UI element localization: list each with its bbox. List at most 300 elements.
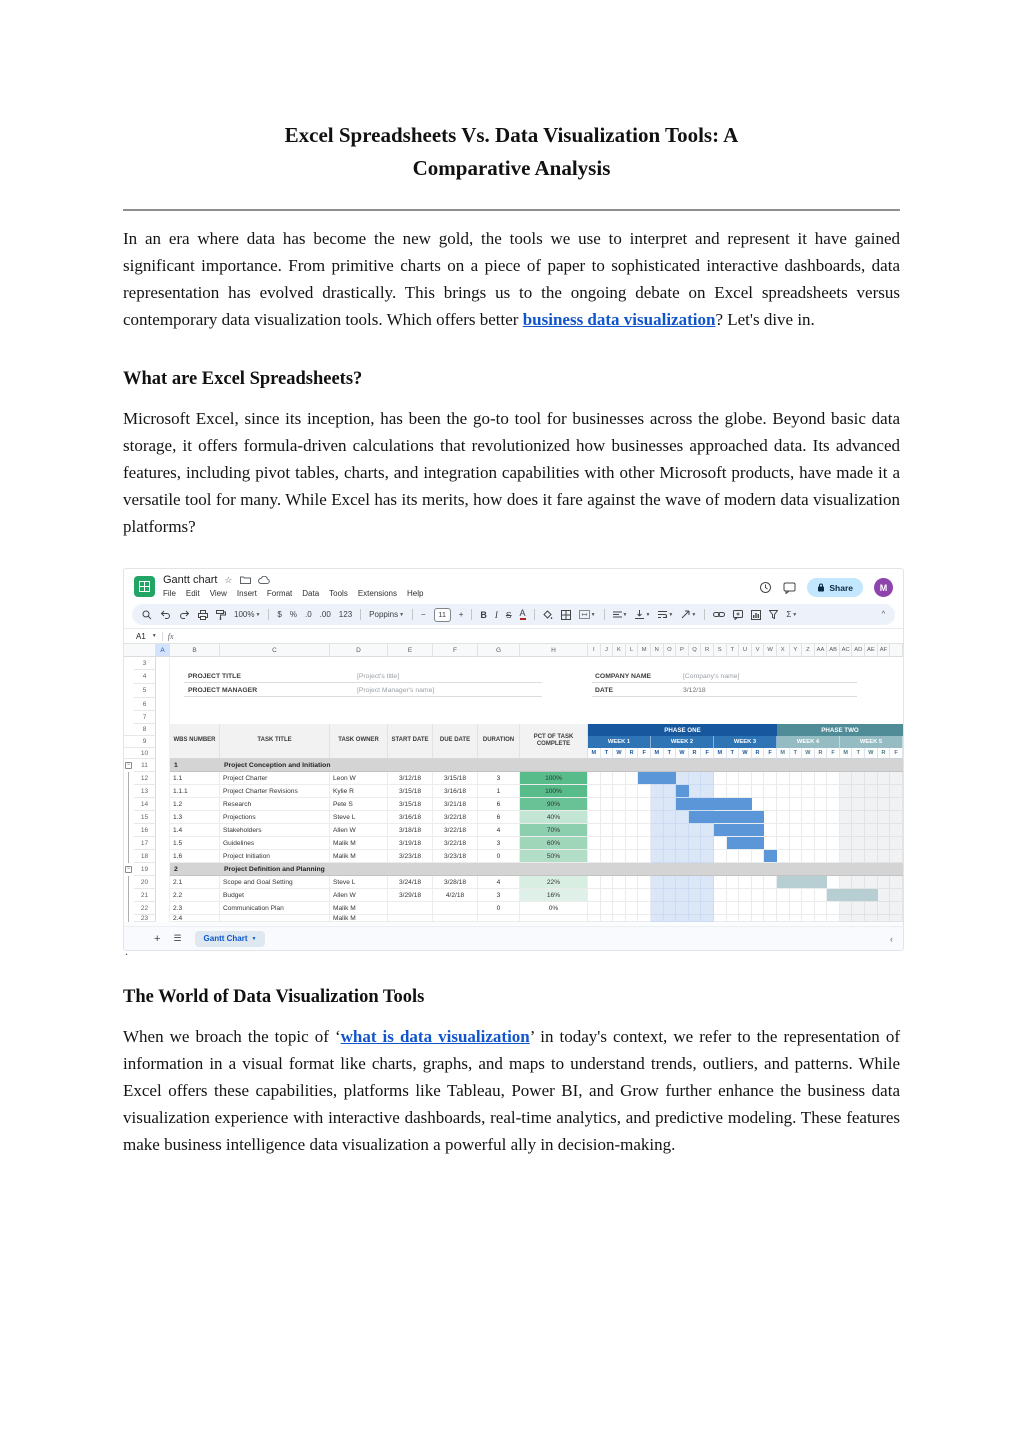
cell-title[interactable]: Project Initiation bbox=[220, 850, 330, 863]
gantt-cell[interactable] bbox=[777, 889, 790, 902]
menu-item-data[interactable]: Data bbox=[302, 589, 320, 598]
gantt-cell[interactable] bbox=[890, 915, 903, 922]
row-number[interactable]: 8 bbox=[124, 724, 156, 736]
sheet-tab-gantt-chart[interactable] bbox=[195, 931, 266, 947]
gantt-cell[interactable] bbox=[777, 785, 790, 798]
column-header-l[interactable]: L bbox=[626, 644, 639, 657]
column-header-s[interactable]: S bbox=[714, 644, 727, 657]
cell-wbs[interactable]: 1.2 bbox=[170, 798, 220, 811]
row-number[interactable]: 18 bbox=[134, 850, 156, 863]
gantt-cell[interactable] bbox=[588, 889, 601, 902]
gantt-cell[interactable] bbox=[664, 798, 677, 811]
gantt-cell[interactable] bbox=[701, 850, 714, 863]
gantt-cell[interactable] bbox=[613, 811, 626, 824]
more-formats-button[interactable]: 123 bbox=[338, 610, 353, 619]
cell-title[interactable] bbox=[220, 915, 330, 922]
gantt-cell[interactable] bbox=[764, 876, 777, 889]
gantt-cell[interactable] bbox=[840, 850, 853, 863]
business-data-visualization-link[interactable]: business data visualization bbox=[522, 310, 716, 329]
strikethrough-button[interactable]: S bbox=[505, 609, 512, 620]
gantt-cell[interactable] bbox=[852, 824, 865, 837]
gantt-cell[interactable] bbox=[689, 824, 702, 837]
column-header-r[interactable]: R bbox=[701, 644, 714, 657]
cell-pct[interactable]: 22% bbox=[520, 876, 588, 889]
cell-title[interactable]: Project Charter Revisions bbox=[220, 785, 330, 798]
move-folder-icon[interactable] bbox=[240, 576, 251, 584]
gantt-cell[interactable] bbox=[790, 889, 803, 902]
cell-dur[interactable] bbox=[478, 915, 520, 922]
gantt-cell[interactable] bbox=[651, 837, 664, 850]
undo-icon[interactable] bbox=[160, 610, 171, 619]
cell[interactable] bbox=[156, 711, 170, 724]
gantt-cell[interactable] bbox=[714, 902, 727, 915]
gantt-cell[interactable] bbox=[790, 902, 803, 915]
text-wrap-icon[interactable]: ▼ bbox=[658, 610, 673, 619]
gantt-cell[interactable] bbox=[878, 850, 891, 863]
gantt-cell[interactable] bbox=[626, 837, 639, 850]
gantt-cell[interactable] bbox=[601, 876, 614, 889]
gantt-cell[interactable] bbox=[878, 798, 891, 811]
all-sheets-icon[interactable]: ☰ bbox=[173, 933, 182, 943]
cell-due[interactable]: 3/21/18 bbox=[433, 798, 478, 811]
menu-item-tools[interactable]: Tools bbox=[329, 589, 348, 598]
cell-owner[interactable]: Malik M bbox=[330, 837, 388, 850]
print-icon[interactable] bbox=[198, 610, 208, 620]
gantt-cell[interactable] bbox=[852, 876, 865, 889]
gantt-cell[interactable] bbox=[878, 785, 891, 798]
cell-start[interactable]: 3/19/18 bbox=[388, 837, 433, 850]
gantt-cell[interactable] bbox=[651, 876, 664, 889]
decrease-decimal-button[interactable]: .0 bbox=[305, 610, 312, 619]
gantt-cell[interactable] bbox=[701, 902, 714, 915]
gantt-cell[interactable] bbox=[651, 902, 664, 915]
column-header-cut[interactable] bbox=[890, 644, 903, 657]
cell-start[interactable]: 3/18/18 bbox=[388, 824, 433, 837]
gantt-cell[interactable] bbox=[878, 811, 891, 824]
cell-wbs[interactable]: 2.2 bbox=[170, 889, 220, 902]
cell-start[interactable]: 3/15/18 bbox=[388, 785, 433, 798]
font-size-input[interactable]: 11 bbox=[434, 608, 451, 622]
row-number[interactable]: 7 bbox=[134, 711, 156, 724]
gantt-cell[interactable] bbox=[815, 798, 828, 811]
gantt-cell[interactable] bbox=[676, 837, 689, 850]
gantt-cell[interactable] bbox=[638, 837, 651, 850]
cell-start[interactable]: 3/15/18 bbox=[388, 798, 433, 811]
gantt-cell[interactable] bbox=[777, 850, 790, 863]
column-header-i[interactable]: I bbox=[588, 644, 601, 657]
cell-pct[interactable]: 60% bbox=[520, 837, 588, 850]
cell-owner[interactable]: Kylie R bbox=[330, 785, 388, 798]
gantt-cell[interactable] bbox=[840, 811, 853, 824]
gantt-cell[interactable] bbox=[676, 889, 689, 902]
paint-format-icon[interactable] bbox=[216, 610, 226, 620]
gantt-cell[interactable] bbox=[664, 902, 677, 915]
cell-pct[interactable]: 16% bbox=[520, 889, 588, 902]
gantt-cell[interactable] bbox=[626, 811, 639, 824]
cell-title[interactable]: Stakeholders bbox=[220, 824, 330, 837]
gantt-cell[interactable] bbox=[714, 915, 727, 922]
cell-wbs[interactable]: 2.4 bbox=[170, 915, 220, 922]
gantt-cell[interactable] bbox=[802, 798, 815, 811]
date-value[interactable]: 3/12/18 bbox=[683, 687, 706, 694]
cell-start[interactable]: 3/24/18 bbox=[388, 876, 433, 889]
filter-icon[interactable] bbox=[769, 610, 778, 619]
gantt-cell[interactable] bbox=[651, 798, 664, 811]
gantt-cell[interactable] bbox=[739, 785, 752, 798]
gantt-cell[interactable] bbox=[613, 837, 626, 850]
gantt-cell[interactable] bbox=[626, 785, 639, 798]
gantt-cell[interactable] bbox=[865, 850, 878, 863]
row-number[interactable]: 21 bbox=[134, 889, 156, 902]
cell[interactable] bbox=[156, 811, 170, 824]
share-button[interactable] bbox=[807, 578, 863, 597]
gantt-cell[interactable] bbox=[601, 915, 614, 922]
cell-title[interactable]: Projections bbox=[220, 811, 330, 824]
column-header-z[interactable]: Z bbox=[802, 644, 815, 657]
gantt-cell[interactable] bbox=[588, 824, 601, 837]
row-number[interactable]: 5 bbox=[134, 684, 156, 698]
row-number[interactable]: 19 bbox=[134, 863, 156, 876]
cell[interactable] bbox=[156, 824, 170, 837]
gantt-cell[interactable] bbox=[865, 811, 878, 824]
column-header-af[interactable]: AF bbox=[878, 644, 891, 657]
cell-due[interactable]: 4/2/18 bbox=[433, 889, 478, 902]
gantt-cell[interactable] bbox=[865, 915, 878, 922]
gantt-cell[interactable] bbox=[727, 876, 740, 889]
gantt-cell[interactable] bbox=[701, 824, 714, 837]
cell-dur[interactable]: 4 bbox=[478, 824, 520, 837]
column-header-ad[interactable]: AD bbox=[852, 644, 865, 657]
gantt-cell[interactable] bbox=[890, 824, 903, 837]
gantt-cell[interactable] bbox=[588, 876, 601, 889]
gantt-cell[interactable] bbox=[626, 772, 639, 785]
gantt-cell[interactable] bbox=[613, 902, 626, 915]
row-number[interactable]: 11 bbox=[134, 759, 156, 772]
text-rotation-icon[interactable]: ▼ bbox=[681, 610, 696, 619]
gantt-cell[interactable] bbox=[790, 798, 803, 811]
gantt-cell[interactable] bbox=[790, 915, 803, 922]
increase-decimal-button[interactable]: .00 bbox=[319, 610, 331, 619]
redo-icon[interactable] bbox=[179, 610, 190, 619]
gantt-cell[interactable] bbox=[638, 824, 651, 837]
gantt-cell[interactable] bbox=[852, 772, 865, 785]
gantt-cell[interactable] bbox=[701, 772, 714, 785]
cell-start[interactable] bbox=[388, 915, 433, 922]
row-number[interactable]: 20 bbox=[134, 876, 156, 889]
cell-due[interactable]: 3/22/18 bbox=[433, 837, 478, 850]
gantt-cell[interactable] bbox=[865, 798, 878, 811]
gantt-cell[interactable] bbox=[790, 785, 803, 798]
column-header-g[interactable]: G bbox=[478, 644, 520, 657]
cell-title[interactable]: Budget bbox=[220, 889, 330, 902]
format-currency-button[interactable]: $ bbox=[277, 610, 282, 619]
gantt-cell[interactable] bbox=[878, 837, 891, 850]
cell-due[interactable]: 3/22/18 bbox=[433, 824, 478, 837]
gantt-cell[interactable] bbox=[651, 889, 664, 902]
gantt-cell[interactable] bbox=[588, 902, 601, 915]
gantt-cell[interactable] bbox=[815, 772, 828, 785]
gantt-cell[interactable] bbox=[752, 889, 765, 902]
gantt-cell[interactable] bbox=[777, 798, 790, 811]
gantt-cell[interactable] bbox=[802, 889, 815, 902]
gantt-cell[interactable] bbox=[664, 915, 677, 922]
cell-title[interactable]: Research bbox=[220, 798, 330, 811]
cell-start[interactable]: 3/12/18 bbox=[388, 772, 433, 785]
gantt-cell[interactable] bbox=[689, 837, 702, 850]
cell-pct[interactable]: 100% bbox=[520, 772, 588, 785]
gantt-cell[interactable] bbox=[689, 902, 702, 915]
gantt-cell[interactable] bbox=[827, 915, 840, 922]
gantt-cell[interactable] bbox=[878, 772, 891, 785]
gantt-cell[interactable] bbox=[752, 785, 765, 798]
cell-dur[interactable]: 6 bbox=[478, 798, 520, 811]
cell-wbs[interactable]: 1.1 bbox=[170, 772, 220, 785]
column-header-j[interactable]: J bbox=[601, 644, 614, 657]
gantt-cell[interactable] bbox=[815, 915, 828, 922]
gantt-cell[interactable] bbox=[638, 889, 651, 902]
cell-owner[interactable]: Steve L bbox=[330, 811, 388, 824]
column-header-c[interactable]: C bbox=[220, 644, 330, 657]
gantt-cell[interactable] bbox=[852, 811, 865, 824]
insert-link-icon[interactable] bbox=[713, 611, 725, 618]
select-all-corner[interactable] bbox=[124, 644, 156, 657]
gantt-cell[interactable] bbox=[752, 850, 765, 863]
gantt-cell[interactable] bbox=[865, 902, 878, 915]
gantt-cell[interactable] bbox=[727, 772, 740, 785]
cell-start[interactable]: 3/16/18 bbox=[388, 811, 433, 824]
gantt-cell[interactable] bbox=[739, 876, 752, 889]
cell[interactable] bbox=[156, 698, 170, 711]
gantt-cell[interactable] bbox=[827, 824, 840, 837]
cell[interactable] bbox=[156, 759, 170, 772]
cell-pct[interactable]: 50% bbox=[520, 850, 588, 863]
column-header-aa[interactable]: AA bbox=[815, 644, 828, 657]
insert-comment-icon[interactable] bbox=[733, 610, 743, 620]
text-color-button[interactable]: A bbox=[519, 608, 526, 618]
cell-dur[interactable]: 0 bbox=[478, 902, 520, 915]
row-number[interactable]: 6 bbox=[134, 698, 156, 711]
gantt-cell[interactable] bbox=[601, 889, 614, 902]
gantt-cell[interactable] bbox=[601, 785, 614, 798]
cell-due[interactable]: 3/15/18 bbox=[433, 772, 478, 785]
gantt-cell[interactable] bbox=[852, 785, 865, 798]
section-row[interactable] bbox=[170, 863, 903, 876]
cell-wbs[interactable]: 1.4 bbox=[170, 824, 220, 837]
gantt-cell[interactable] bbox=[727, 902, 740, 915]
cell-dur[interactable]: 3 bbox=[478, 772, 520, 785]
gantt-cell[interactable] bbox=[727, 889, 740, 902]
gantt-cell[interactable] bbox=[638, 798, 651, 811]
gantt-cell[interactable] bbox=[752, 915, 765, 922]
menu-item-help[interactable]: Help bbox=[406, 589, 424, 598]
gantt-cell[interactable] bbox=[739, 915, 752, 922]
cell[interactable] bbox=[156, 837, 170, 850]
gantt-cell[interactable] bbox=[878, 915, 891, 922]
gantt-cell[interactable] bbox=[827, 902, 840, 915]
gantt-cell[interactable] bbox=[840, 902, 853, 915]
cell[interactable] bbox=[156, 657, 170, 670]
gantt-cell[interactable] bbox=[714, 876, 727, 889]
column-header-w[interactable]: W bbox=[764, 644, 777, 657]
gantt-cell[interactable] bbox=[601, 772, 614, 785]
menu-item-file[interactable]: File bbox=[163, 589, 176, 598]
cell-start[interactable]: 3/23/18 bbox=[388, 850, 433, 863]
cell[interactable] bbox=[156, 785, 170, 798]
gantt-cell[interactable] bbox=[601, 837, 614, 850]
row-number[interactable]: 23 bbox=[134, 915, 156, 922]
cell-due[interactable]: 3/16/18 bbox=[433, 785, 478, 798]
cell-pct[interactable]: 100% bbox=[520, 785, 588, 798]
gantt-cell[interactable] bbox=[739, 850, 752, 863]
cell[interactable] bbox=[156, 798, 170, 811]
italic-button[interactable]: I bbox=[494, 609, 498, 620]
gantt-cell[interactable] bbox=[815, 850, 828, 863]
gantt-cell[interactable] bbox=[840, 837, 853, 850]
cell-dur[interactable]: 0 bbox=[478, 850, 520, 863]
horizontal-align-icon[interactable]: ▼ bbox=[613, 611, 628, 619]
column-header-f[interactable]: F bbox=[433, 644, 478, 657]
gantt-cell[interactable] bbox=[613, 876, 626, 889]
cell-wbs[interactable]: 1.3 bbox=[170, 811, 220, 824]
add-sheet-icon[interactable]: + bbox=[154, 932, 161, 945]
gantt-cell[interactable] bbox=[601, 850, 614, 863]
what-is-data-visualization-link[interactable]: what is data visualization bbox=[340, 1027, 530, 1046]
avatar[interactable]: M bbox=[874, 578, 893, 597]
cell-due[interactable]: 3/23/18 bbox=[433, 850, 478, 863]
gantt-cell[interactable] bbox=[714, 837, 727, 850]
gantt-cell[interactable] bbox=[790, 850, 803, 863]
gantt-cell[interactable] bbox=[651, 811, 664, 824]
cell-title[interactable]: Project Charter bbox=[220, 772, 330, 785]
increase-font-size-button[interactable]: + bbox=[458, 610, 464, 619]
version-history-icon[interactable] bbox=[759, 581, 772, 594]
column-header-ac[interactable]: AC bbox=[840, 644, 853, 657]
gantt-cell[interactable] bbox=[664, 837, 677, 850]
column-header-p[interactable]: P bbox=[676, 644, 689, 657]
gantt-cell[interactable] bbox=[613, 772, 626, 785]
cell-wbs[interactable]: 2.1 bbox=[170, 876, 220, 889]
column-header-k[interactable]: K bbox=[613, 644, 626, 657]
gantt-cell[interactable] bbox=[827, 850, 840, 863]
cell-wbs[interactable]: 1.5 bbox=[170, 837, 220, 850]
gantt-cell[interactable] bbox=[727, 850, 740, 863]
gantt-cell[interactable] bbox=[664, 785, 677, 798]
search-icon[interactable] bbox=[142, 610, 152, 620]
collapse-group-icon[interactable]: − bbox=[126, 761, 131, 768]
gantt-cell[interactable] bbox=[613, 889, 626, 902]
column-header-ab[interactable]: AB bbox=[827, 644, 840, 657]
column-header-y[interactable]: Y bbox=[790, 644, 803, 657]
gantt-cell[interactable] bbox=[752, 902, 765, 915]
cell-due[interactable] bbox=[433, 902, 478, 915]
section-row[interactable] bbox=[170, 759, 903, 772]
gantt-cell[interactable] bbox=[764, 772, 777, 785]
collapse-group-icon[interactable]: − bbox=[126, 865, 131, 872]
gantt-cell[interactable] bbox=[638, 876, 651, 889]
gantt-cell[interactable] bbox=[865, 824, 878, 837]
cell-wbs[interactable]: 1.6 bbox=[170, 850, 220, 863]
cell-owner[interactable]: Allen W bbox=[330, 889, 388, 902]
gantt-cell[interactable] bbox=[626, 850, 639, 863]
gantt-cell[interactable] bbox=[840, 772, 853, 785]
collapse-toolbar-icon[interactable]: ^ bbox=[881, 611, 885, 618]
bold-button[interactable]: B bbox=[480, 609, 487, 620]
gantt-cell[interactable] bbox=[601, 824, 614, 837]
cell-title[interactable]: Scope and Goal Setting bbox=[220, 876, 330, 889]
gantt-cell[interactable] bbox=[890, 837, 903, 850]
cell-owner[interactable]: Malik M bbox=[330, 915, 388, 922]
row-number[interactable]: 16 bbox=[134, 824, 156, 837]
gantt-cell[interactable] bbox=[802, 785, 815, 798]
cell-dur[interactable]: 1 bbox=[478, 785, 520, 798]
decrease-font-size-button[interactable]: − bbox=[421, 610, 426, 619]
row-number[interactable]: 3 bbox=[134, 657, 156, 670]
gantt-cell[interactable] bbox=[815, 889, 828, 902]
gantt-cell[interactable] bbox=[739, 772, 752, 785]
cell-title[interactable]: Communication Plan bbox=[220, 902, 330, 915]
name-box-caret-icon[interactable]: ▼ bbox=[151, 633, 157, 639]
row-number[interactable]: 14 bbox=[134, 798, 156, 811]
gantt-cell[interactable] bbox=[865, 772, 878, 785]
insert-chart-icon[interactable] bbox=[751, 610, 761, 620]
gantt-cell[interactable] bbox=[777, 902, 790, 915]
company-name-value[interactable]: [Company's name] bbox=[683, 673, 740, 680]
row-number[interactable]: 9 bbox=[124, 736, 156, 748]
cell-pct[interactable]: 40% bbox=[520, 811, 588, 824]
gantt-cell[interactable] bbox=[890, 811, 903, 824]
font-select[interactable]: Poppins ▼ bbox=[369, 610, 405, 619]
column-header-x[interactable]: X bbox=[777, 644, 790, 657]
gantt-cell[interactable] bbox=[840, 785, 853, 798]
column-header-o[interactable]: O bbox=[664, 644, 677, 657]
gantt-cell[interactable] bbox=[638, 915, 651, 922]
gantt-cell[interactable] bbox=[764, 902, 777, 915]
menu-item-view[interactable]: View bbox=[209, 589, 227, 598]
gantt-cell[interactable] bbox=[777, 772, 790, 785]
gantt-cell[interactable] bbox=[676, 811, 689, 824]
gantt-cell[interactable] bbox=[626, 915, 639, 922]
cell-dur[interactable]: 3 bbox=[478, 837, 520, 850]
column-header-q[interactable]: Q bbox=[689, 644, 702, 657]
gantt-cell[interactable] bbox=[890, 798, 903, 811]
column-header-h[interactable]: H bbox=[520, 644, 588, 657]
gantt-cell[interactable] bbox=[852, 798, 865, 811]
gantt-cell[interactable] bbox=[613, 798, 626, 811]
gantt-cell[interactable] bbox=[802, 837, 815, 850]
row-number[interactable]: 12 bbox=[134, 772, 156, 785]
gantt-cell[interactable] bbox=[651, 824, 664, 837]
gantt-cell[interactable] bbox=[638, 902, 651, 915]
cell-dur[interactable]: 6 bbox=[478, 811, 520, 824]
gantt-cell[interactable] bbox=[865, 876, 878, 889]
gantt-cell[interactable] bbox=[701, 915, 714, 922]
row-number[interactable]: 15 bbox=[134, 811, 156, 824]
cloud-status-icon[interactable] bbox=[258, 576, 270, 584]
gantt-cell[interactable] bbox=[689, 785, 702, 798]
cell-title[interactable]: Guidelines bbox=[220, 837, 330, 850]
sheet-doc-title[interactable]: Gantt chart bbox=[163, 574, 218, 586]
cell[interactable] bbox=[156, 850, 170, 863]
gantt-cell[interactable] bbox=[588, 837, 601, 850]
gantt-cell[interactable] bbox=[764, 915, 777, 922]
gantt-cell[interactable] bbox=[701, 876, 714, 889]
cell-due[interactable] bbox=[433, 915, 478, 922]
functions-icon[interactable]: Σ ▼ bbox=[786, 610, 798, 619]
column-header-n[interactable]: N bbox=[651, 644, 664, 657]
cell[interactable] bbox=[156, 915, 170, 922]
cell-due[interactable]: 3/28/18 bbox=[433, 876, 478, 889]
gantt-cell[interactable] bbox=[790, 824, 803, 837]
